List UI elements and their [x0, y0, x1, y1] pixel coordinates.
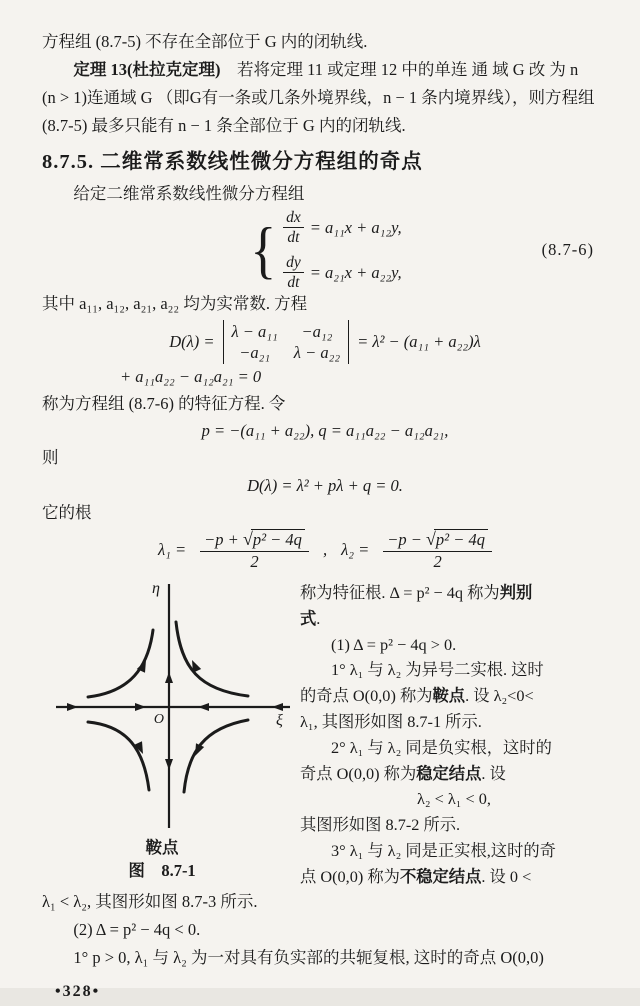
section-heading-8-7-5: 8.7.5. 二维常系数线性微分方程组的奇点 [42, 151, 423, 173]
text-run: . 设 0 < [481, 866, 532, 886]
bold-term-stable-node: 稳定结点 [416, 763, 482, 783]
lambda1-denominator: 2 [250, 551, 259, 571]
eta-axis-label: η [152, 580, 160, 597]
figure-number: 图 8.7-1 [128, 861, 196, 880]
radical [426, 530, 488, 549]
text-run: 奇点 O(0,0) 称为 [300, 763, 417, 783]
text-run: 称为特征根. Δ = p² − 4q 称为 [300, 583, 500, 602]
left-brace-glyph: { [250, 214, 277, 285]
flow-arrow-xi-left [135, 703, 146, 711]
right-line-9-inequality: λ₂ < λ₁ < 0, [417, 789, 491, 809]
matrix-cell-01: −a₁₂ [301, 322, 333, 341]
then-label: 则 [42, 448, 59, 467]
fraction-dx-dt [283, 209, 304, 246]
fraction-denominator: dt [287, 229, 300, 246]
matrix-cell-11: λ − a₂₂ [293, 343, 341, 362]
radicand: p² − 4q [434, 529, 488, 549]
section-intro: 给定二维常系数线性微分方程组 [73, 184, 305, 203]
equation-rhs: = a₂₁x + a₂₂y, [309, 262, 402, 282]
body-line: 方程组 (8.7-5) 不存在全部位于 G 内的闭轨线. [42, 32, 368, 51]
theorem-13-text: 若将定理 11 或定理 12 中的单连 通 域 G 改 为 n [220, 60, 579, 79]
right-line-11: 3° λ₁ 与 λ₂ 同是正实根,这时的奇 [330, 840, 556, 860]
lambda1-numerator [200, 529, 309, 552]
figure-8-7-1 [42, 576, 300, 888]
right-line-1 [300, 580, 608, 606]
theorem-13-line [42, 56, 608, 84]
comma-separator: , [322, 540, 328, 559]
right-line-7: 2° λ₁ 与 λ₂ 同是负实根，这时的 [330, 737, 552, 757]
theorem-13-label: 定理 13(杜拉克定理) [73, 60, 221, 79]
fraction-dy-dt [283, 254, 304, 291]
fraction-numerator: dx [283, 209, 304, 228]
lambda2-fraction [383, 529, 492, 572]
bold-term-discriminant: 判别 [499, 583, 533, 602]
text-run: . [316, 608, 321, 628]
trajectory-quadrant3 [88, 722, 149, 790]
bold-term-unstable-node: 不稳定结点 [399, 866, 482, 886]
numerator-prefix: −p − [387, 529, 426, 549]
characteristic-determinant-equation [42, 320, 608, 390]
d-lambda-lhs: D(λ) = [169, 332, 215, 351]
lambda1-fraction [200, 529, 309, 572]
text-run: 点 O(0,0) 称为 [300, 866, 400, 886]
determinant-line-1 [42, 320, 608, 364]
bottom-line-3: 1° p > 0, λ₁ 与 λ₂ 为一对具有负实部的共轭复根, 这时的奇点 O(0,0) [73, 948, 544, 967]
radical [243, 530, 305, 549]
text-run: . 设 [481, 763, 506, 783]
two-column-region [42, 576, 608, 888]
coefficients-line: 其中 a₁₁, a₁₂, a₂₁, a₂₂ 均为实常数. 方程 [42, 294, 308, 313]
flow-arrow-eta-upper [165, 672, 173, 683]
right-line-6: λ₁, 其图形如图 8.7-1 所示. [300, 711, 482, 731]
body-line: (8.7-5) 最多只能有 n − 1 条全部位于 G 内的闭轨线. [42, 116, 406, 135]
flow-arrow-eta-lower [165, 759, 173, 770]
matrix-cell-10: −a₂₁ [239, 343, 271, 362]
flow-arrow-xi-far-right [272, 703, 283, 711]
fraction-denominator: dt [287, 274, 300, 291]
determinant-rhs-1: = λ² − (a₁₁ + a₂₂)λ [357, 332, 481, 351]
right-line-12 [300, 864, 608, 890]
bottom-line-2: (2) Δ = p² − 4q < 0. [73, 920, 201, 939]
page-number: •328• [55, 983, 101, 1000]
right-line-3: (1) Δ = p² − 4q > 0. [330, 634, 457, 654]
right-line-5 [300, 683, 608, 709]
fraction-numerator: dy [283, 254, 304, 273]
lambda2-lhs: λ₂ = [341, 540, 370, 559]
lambda1-lhs: λ₁ = [158, 540, 187, 559]
eigenvalue-roots-formula [42, 526, 608, 574]
origin-label: O [153, 712, 164, 727]
characteristic-eq-line: 称为方程组 (8.7-6) 的特征方程. 令 [42, 394, 286, 413]
equation-number-8-7-6: (8.7-6) [541, 240, 594, 259]
radical-sign: √ [242, 528, 253, 549]
determinant-matrix [223, 320, 350, 364]
saddle-point-phase-portrait [42, 576, 292, 836]
radicand: p² − 4q [251, 529, 305, 549]
equation-dy-dt [283, 254, 402, 291]
system-rows [283, 209, 402, 291]
p-q-definition-line: p = −(a₁₁ + a₂₂), q = a₁₁a₂₂ − a₁₂a₂₁, [201, 421, 449, 440]
xi-axis-label: ξ [276, 712, 283, 729]
flow-arrow-xi-right [198, 703, 209, 711]
radical-sign: √ [426, 528, 436, 549]
lambda2-numerator [383, 529, 492, 552]
text-run: 的奇点 O(0,0) 称为 [300, 686, 433, 706]
right-line-8 [300, 761, 608, 787]
right-line-4: 1° λ₁ 与 λ₂ 为异号二实根. 这时 [330, 660, 544, 680]
bold-term-saddle: 鞍点 [432, 686, 466, 706]
right-line-2 [300, 606, 608, 632]
matrix-cell-00: λ − a₁₁ [231, 322, 278, 341]
body-line: (n > 1)连通域 G （即G有一条或几条外境界线，n − 1 条内境界线），则方程组 [42, 88, 595, 107]
flow-arrow-xi-far-left [67, 703, 78, 711]
numerator-prefix: −p + [204, 529, 243, 549]
figure-caption-saddle: 鞍点 [145, 838, 179, 857]
text-run: . 设 λ₂<0< [465, 686, 534, 706]
paragraph-closed-orbits [42, 28, 608, 140]
determinant-rhs-2: + a₁₁a₂₂ − a₁₂a₂₁ = 0 [120, 367, 262, 386]
bottom-line-1: λ₁ < λ₂, 其图形如图 8.7-3 所示. [42, 892, 258, 911]
equation-rhs: = a₁₁x + a₁₂y, [309, 217, 402, 237]
equation-dx-dt [283, 209, 402, 246]
right-text-column [300, 576, 608, 888]
its-roots-line: 它的根 [42, 503, 92, 522]
d-lambda-pq-equation: D(λ) = λ² + pλ + q = 0. [247, 476, 403, 495]
trajectory-quadrant4 [184, 720, 248, 792]
trajectory-quadrant1 [176, 622, 248, 696]
right-line-10: 其图形如图 8.7-2 所示. [300, 815, 461, 835]
bold-term-discriminant: 式 [300, 608, 317, 628]
equation-system-8-7-6 [42, 210, 608, 290]
lambda2-denominator: 2 [433, 551, 442, 571]
